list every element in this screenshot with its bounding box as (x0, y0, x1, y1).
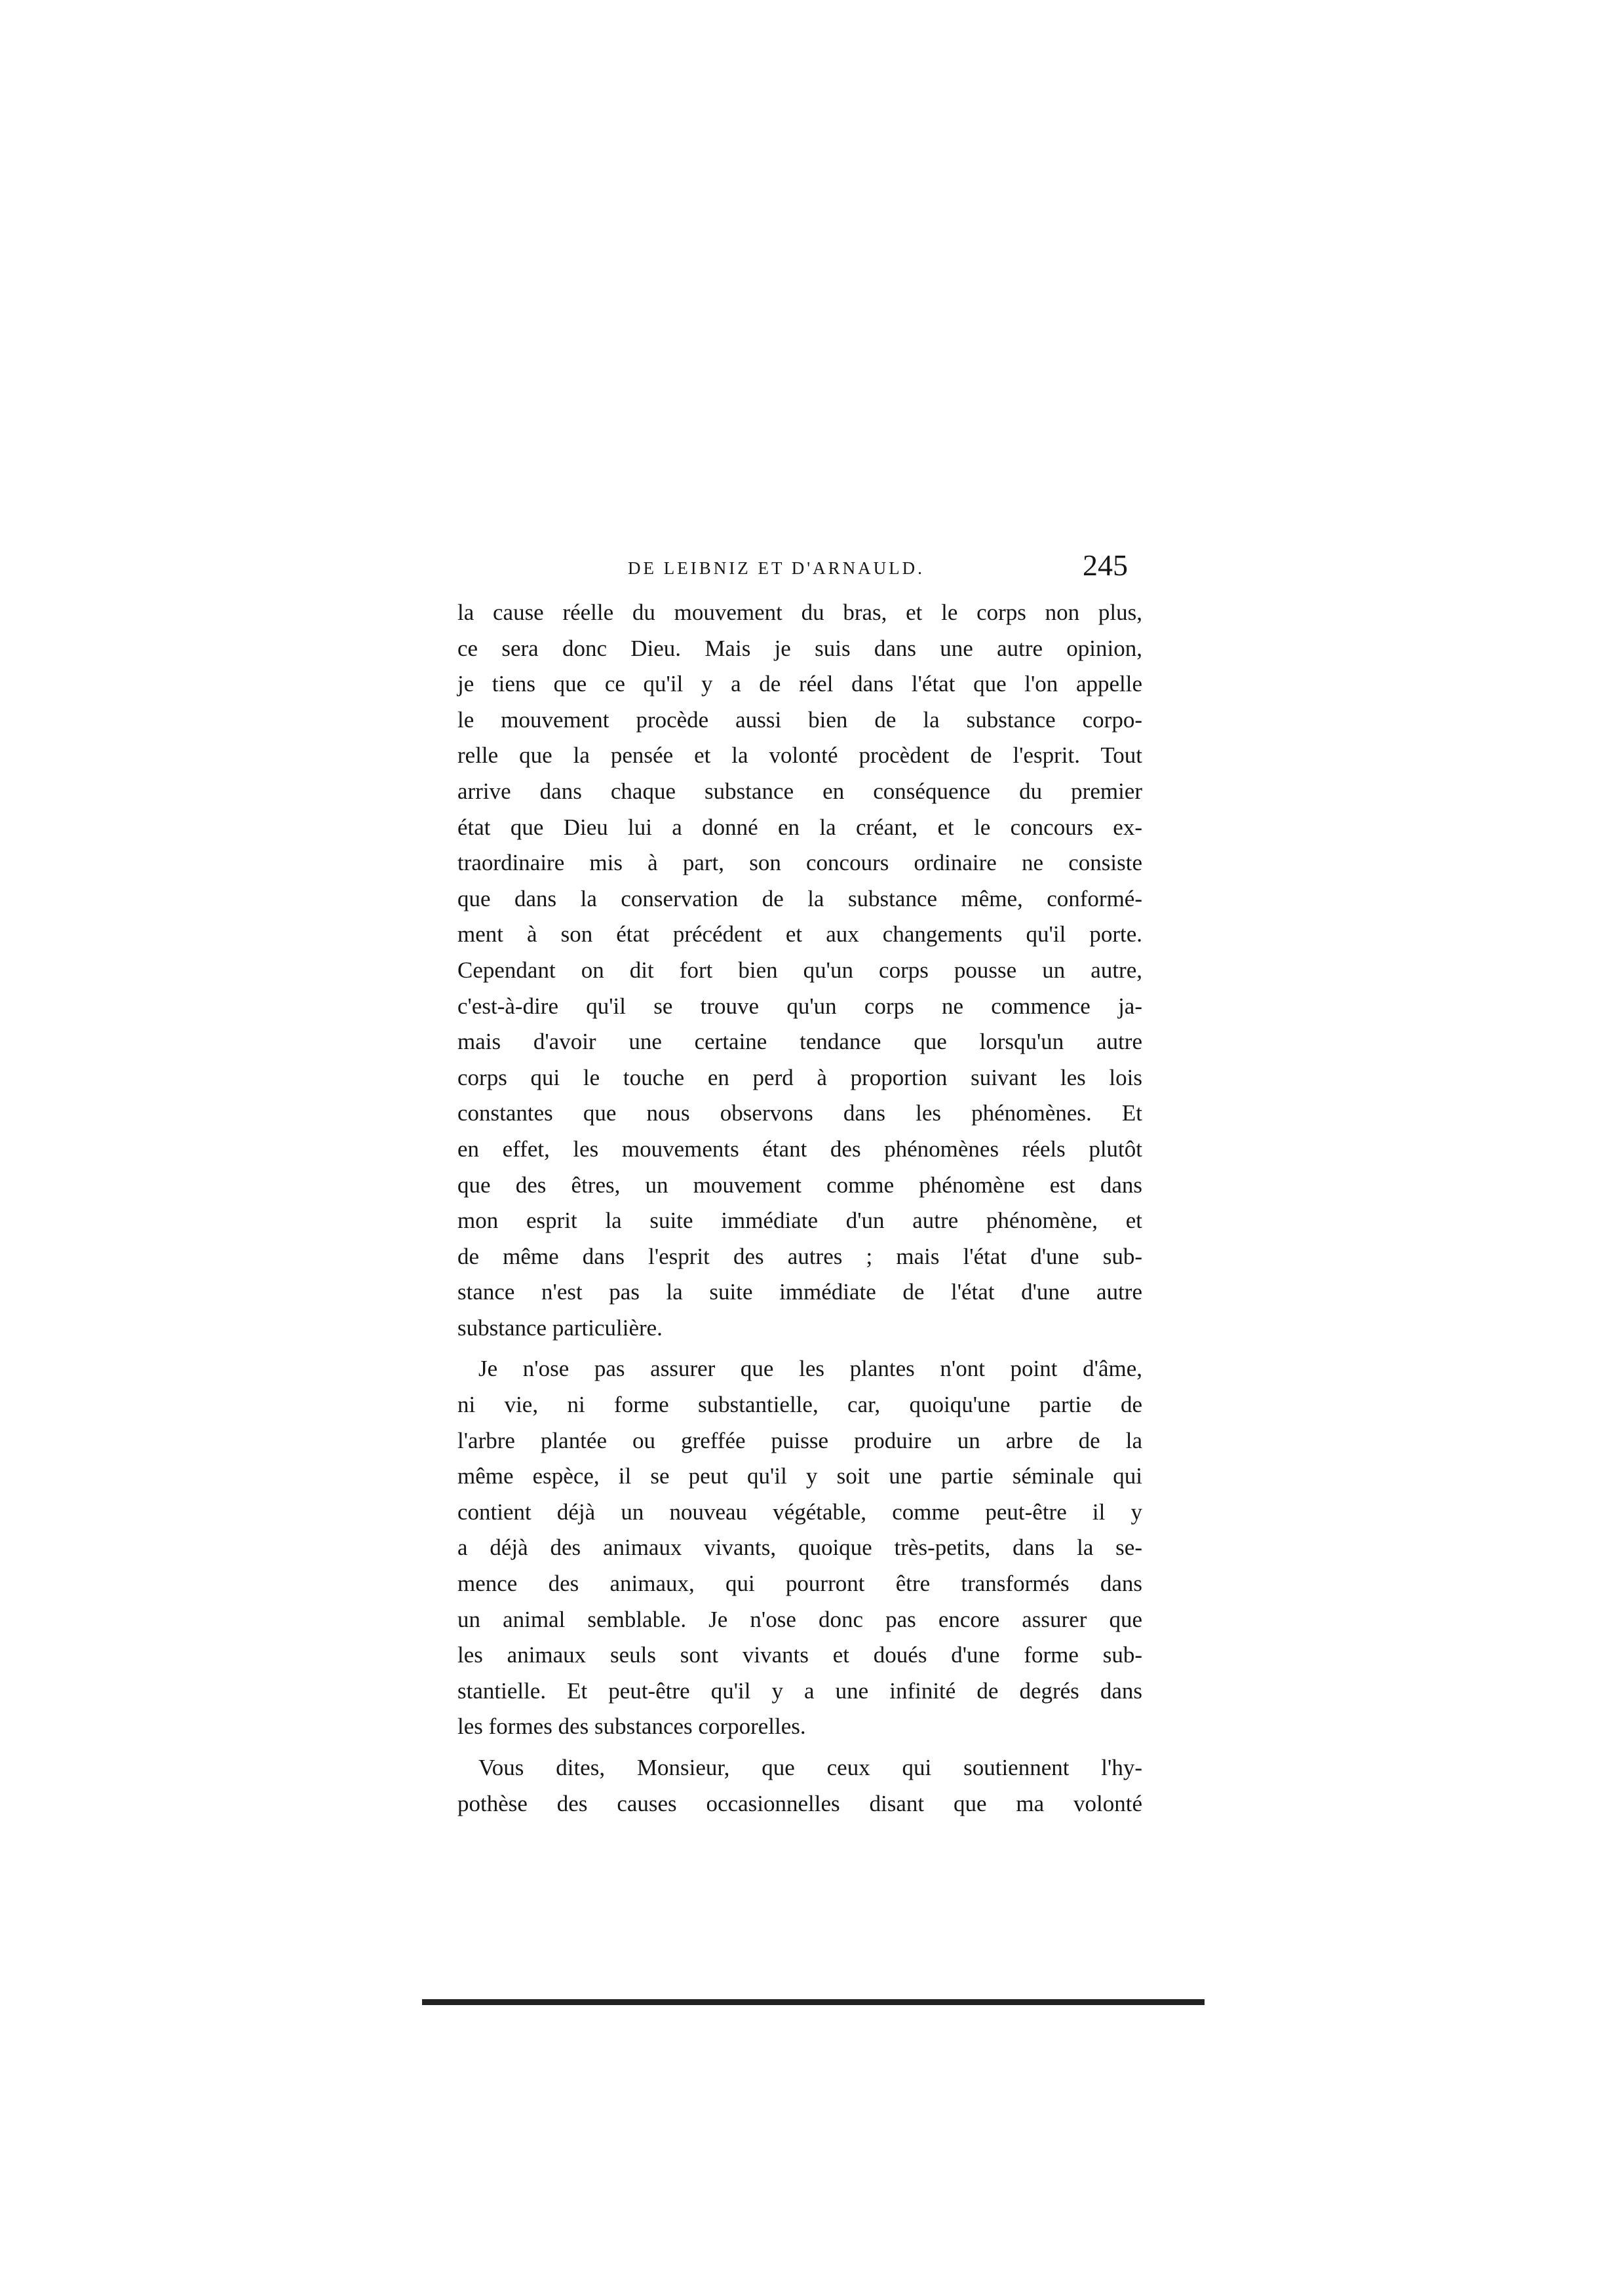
page-number: 245 (1083, 548, 1128, 582)
text-line: Cependant on dit fort bien qu'un corps pousse un autre, (457, 957, 1142, 983)
paragraph (457, 595, 1142, 1346)
body-text (457, 595, 1142, 1822)
text-line: la cause réelle du mouvement du bras, et le corps non plus, (457, 600, 1142, 625)
text-line: stantielle. Et peut-être qu'il y a une infinité de degrés dans (457, 1677, 1142, 1704)
paragraph (457, 1351, 1142, 1745)
text-line: ce sera donc Dieu. Mais je suis dans une autre opinion, (457, 635, 1142, 661)
text-line: le mouvement procède aussi bien de la substance corpo- (457, 706, 1142, 733)
text-line: mais d'avoir une certaine tendance que lorsqu'un autre (457, 1029, 1142, 1055)
text-line: de même dans l'esprit des autres ; mais l'état d'une sub- (457, 1243, 1142, 1269)
text-line: constantes que nous observons dans les phénomènes. Et (457, 1100, 1142, 1126)
paragraph (457, 1750, 1142, 1822)
text-line: mon esprit la suite immédiate d'un autre phénomène, et (457, 1208, 1142, 1234)
text-line: stance n'est pas la suite immédiate de l'état d'une autre (457, 1279, 1142, 1305)
text-line: substance particulière. (457, 1314, 663, 1341)
text-line: les formes des substances corporelles. (457, 1713, 806, 1740)
text-line: Vous dites, Monsieur, que ceux qui soutiennent l'hy- (478, 1755, 1142, 1780)
text-line: même espèce, il se peut qu'il y soit une partie séminale qui (457, 1463, 1142, 1489)
text-line: que dans la conservation de la substance même, conformé- (457, 885, 1142, 911)
text-line: les animaux seuls sont vivants et doués d'une forme sub- (457, 1642, 1142, 1668)
text-line: pothèse des causes occasionnelles disant que ma volonté (457, 1790, 1142, 1816)
text-line: corps qui le touche en perd à proportion suivant les lois (457, 1064, 1142, 1090)
text-line: que des êtres, un mouvement comme phénomène est dans (457, 1172, 1142, 1198)
text-line: relle que la pensée et la volonté procèdent de l'esprit. Tout (457, 742, 1142, 769)
text-line: arrive dans chaque substance en conséquence du premier (457, 778, 1142, 804)
text-line: traordinaire mis à part, son concours ordinaire ne consiste (457, 850, 1142, 876)
text-line: c'est-à-dire qu'il se trouve qu'un corps ne commence ja- (457, 993, 1142, 1019)
text-line: je tiens que ce qu'il y a de réel dans l'état que l'on appelle (457, 671, 1142, 697)
text-line: état que Dieu lui a donné en la créant, et le concours ex- (457, 814, 1142, 840)
text-line: mence des animaux, qui pourront être transformés dans (457, 1571, 1142, 1597)
text-line: contient déjà un nouveau végétable, comme peut-être il y (457, 1499, 1142, 1525)
text-line: en effet, les mouvements étant des phénomènes réels plutôt (457, 1136, 1142, 1162)
running-title: DE LEIBNIZ ET D'ARNAULD. (628, 558, 925, 578)
text-line: un animal semblable. Je n'ose donc pas encore assurer que (457, 1606, 1142, 1632)
running-head (457, 549, 1142, 595)
text-line: ni vie, ni forme substantielle, car, quoiqu'une partie de (457, 1392, 1142, 1418)
footer-rule (422, 1999, 1205, 2005)
text-line: ment à son état précédent et aux changements qu'il porte. (457, 921, 1142, 947)
text-line: l'arbre plantée ou greffée puisse produire un arbre de la (457, 1427, 1142, 1453)
text-line: Je n'ose pas assurer que les plantes n'ont point d'âme, (478, 1356, 1142, 1382)
text-block (457, 549, 1142, 1827)
text-line: a déjà des animaux vivants, quoique très-petits, dans la se- (457, 1535, 1142, 1561)
